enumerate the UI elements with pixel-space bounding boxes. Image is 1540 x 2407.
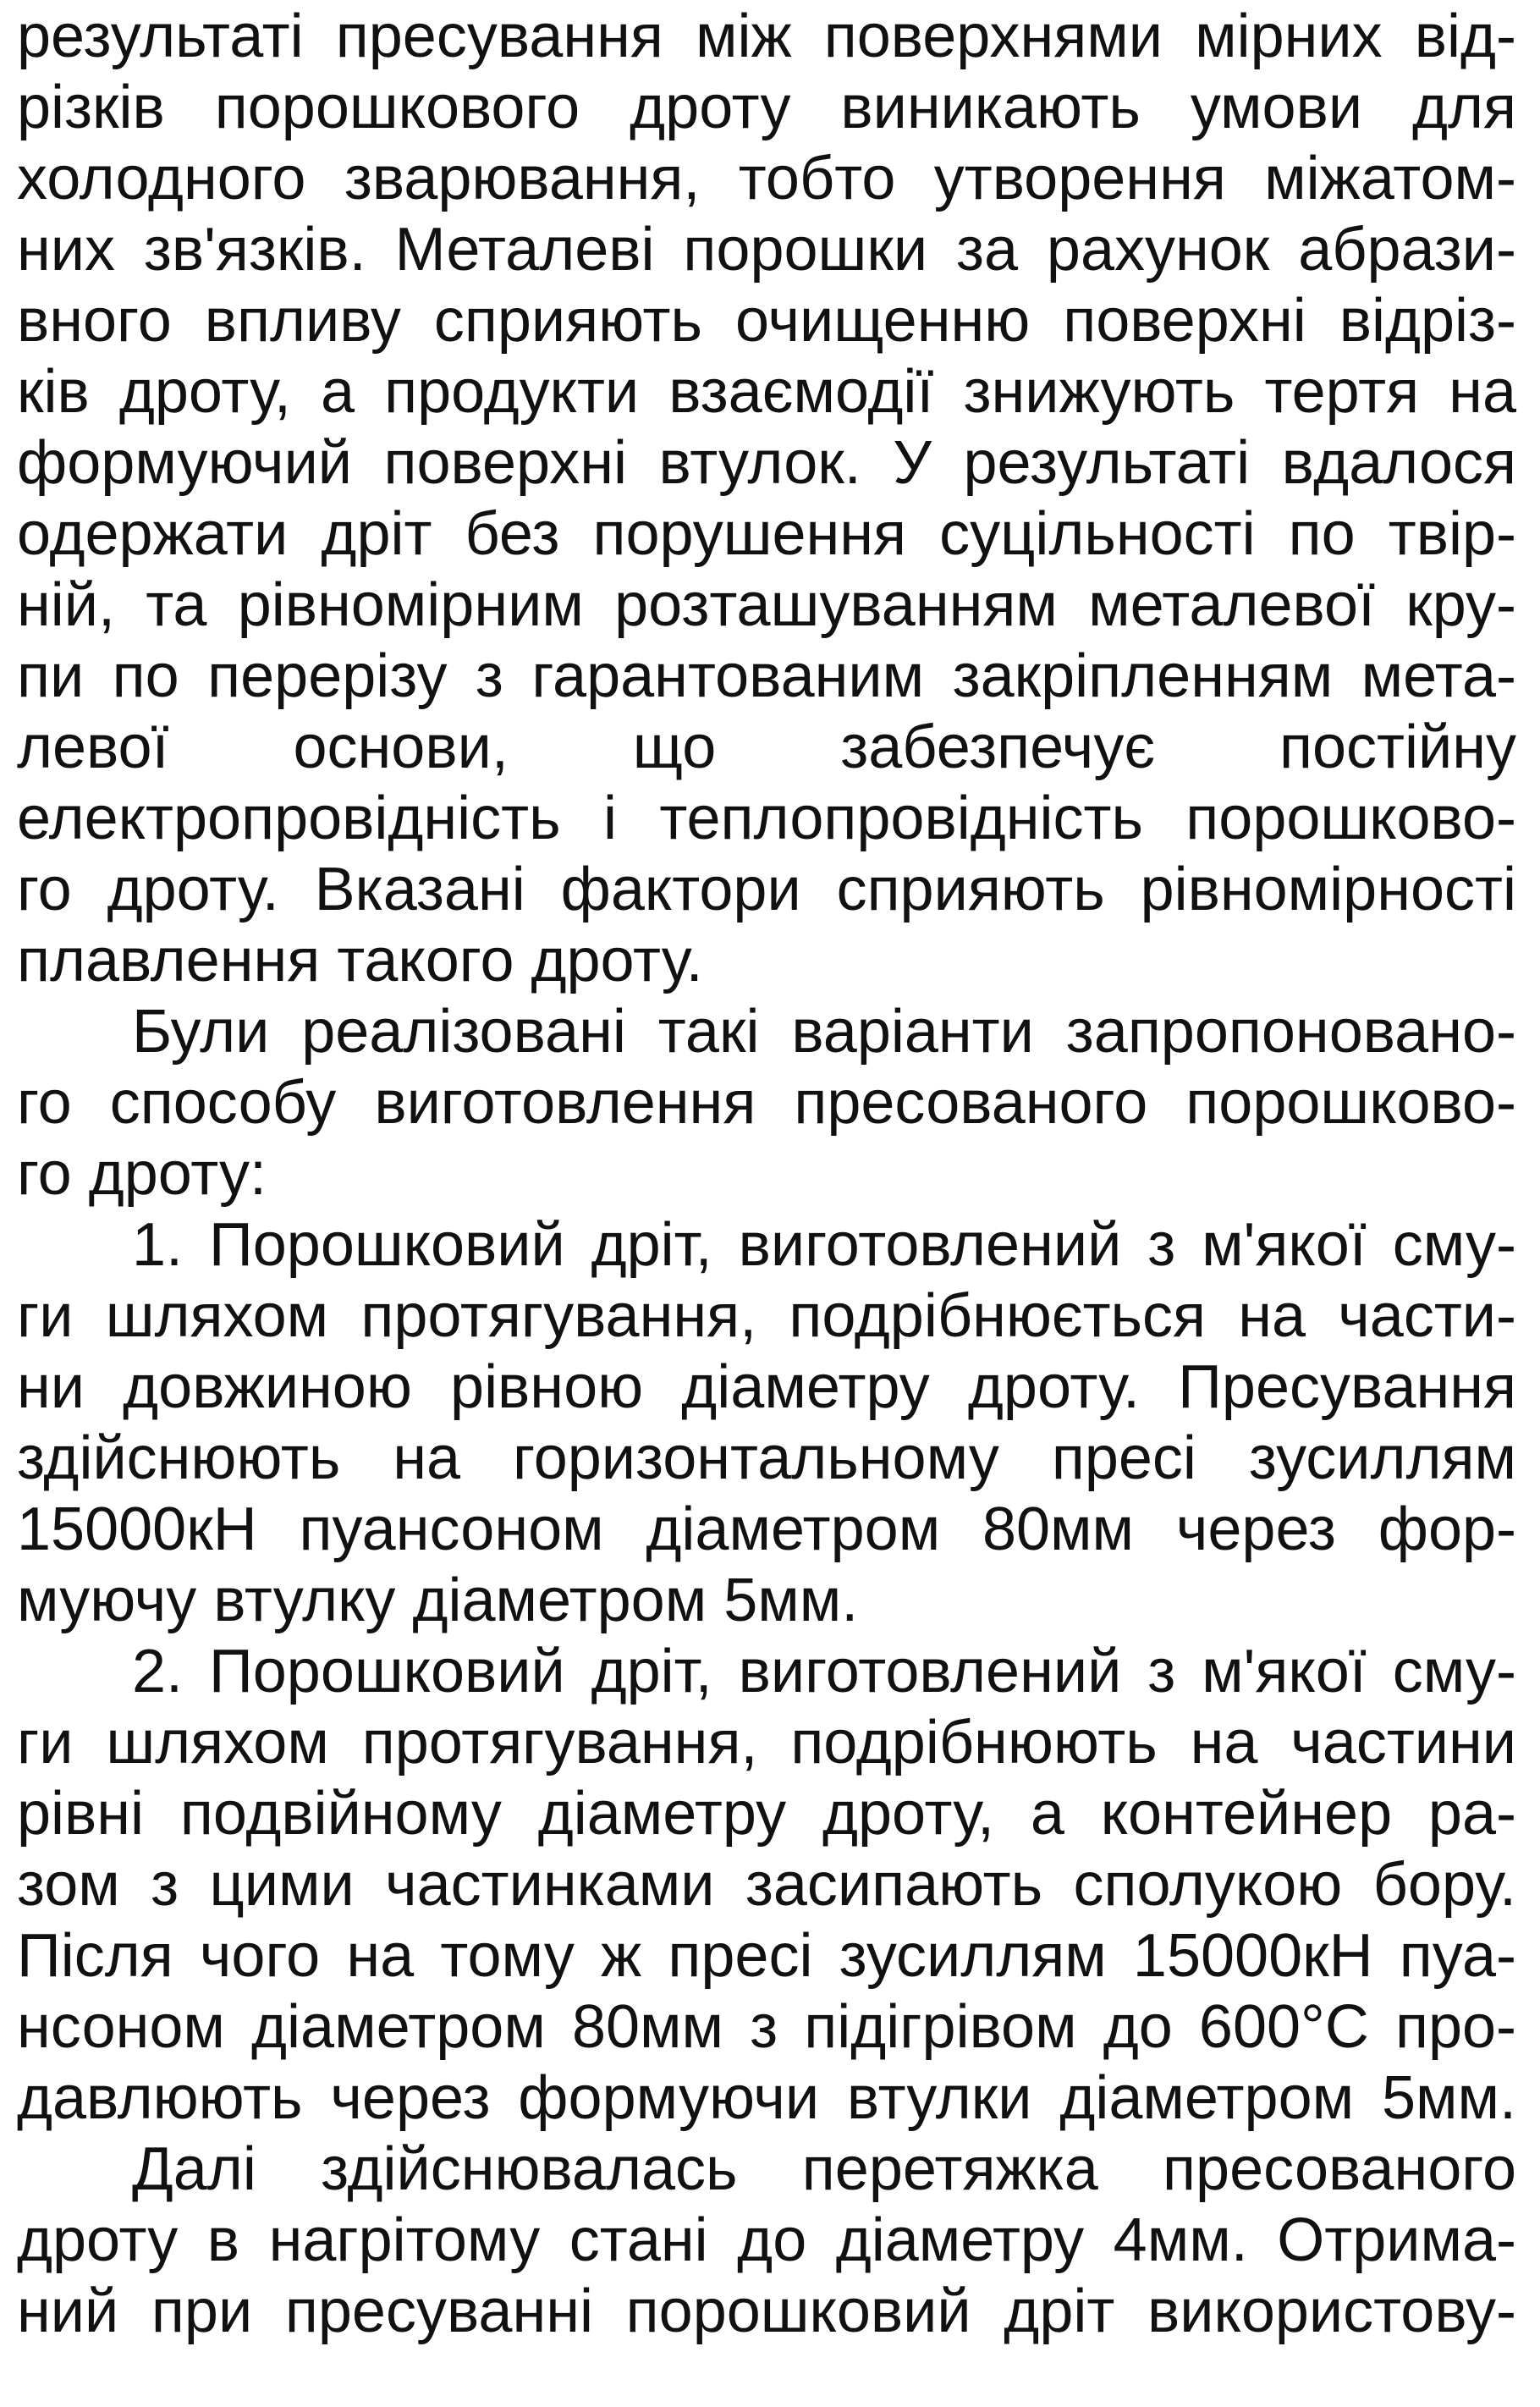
text-line-26: рівні подвійному діаметру дроту, а контейнер ра- [17, 1780, 1516, 1848]
text-line-31: Далі здійснювалась перетяжка пресованого [132, 2135, 1516, 2203]
text-line-27: зом з цими частинками засипають сполукою бору. [17, 1851, 1516, 1919]
text-line-11: левої основи, що забезпечує постійну [17, 713, 1516, 781]
text-line-5: вного впливу сприяють очищенню поверхні відріз- [17, 287, 1516, 355]
text-line-6: ків дроту, а продукти взаємодії знижують тертя на [17, 358, 1516, 426]
text-line-33: ний при пресуванні порошковий дріт використову- [17, 2278, 1516, 2345]
text-line-18: 1. Порошковий дріт, виготовлений з м'якої сму- [132, 1211, 1516, 1279]
text-line-30: давлюють через формуючи втулки діаметром 5мм. [17, 2064, 1516, 2132]
text-line-25: ги шляхом протягування, подрібнюють на частини [17, 1709, 1516, 1776]
text-line-32: дроту в нагрітому стані до діаметру 4мм. Отрима- [17, 2206, 1516, 2274]
text-line-21: здійснюють на горизонтальному пресі зусиллям [17, 1424, 1516, 1492]
text-line-12: електропровідність і теплопровідність порошково- [17, 785, 1516, 852]
text-line-14: плавлення такого дроту. [17, 927, 703, 994]
text-line-8: одержати дріт без порушення суцільності по твір- [17, 500, 1516, 568]
text-line-29: нсоном діаметром 80мм з підігрівом до 600°С про- [17, 1993, 1516, 2061]
text-line-2: різків порошкового дроту виникають умови для [17, 74, 1516, 141]
text-line-3: холодного зварювання, тобто утворення міжатом- [17, 145, 1516, 212]
text-line-24: 2. Порошковий дріт, виготовлений з м'якої сму- [132, 1638, 1516, 1705]
text-line-4: них зв'язків. Металеві порошки за рахунок абрази- [17, 216, 1516, 284]
text-line-10: пи по перерізу з гарантованим закріпленням мета- [17, 642, 1516, 710]
text-line-28: Після чого на тому ж пресі зусиллям 15000кН пуа- [17, 1922, 1516, 1990]
text-line-20: ни довжиною рівною діаметру дроту. Пресування [17, 1353, 1516, 1421]
text-line-22: 15000кН пуансоном діаметром 80мм через фор- [17, 1495, 1516, 1563]
text-line-16: го способу виготовлення пресованого порошково- [17, 1069, 1516, 1137]
text-line-7: формуючий поверхні втулок. У результаті вдалося [17, 429, 1516, 497]
text-line-19: ги шляхом протягування, подрібнюється на части- [17, 1282, 1516, 1350]
text-line-13: го дроту. Вказані фактори сприяють рівномірності [17, 856, 1516, 923]
text-line-17: го дроту: [17, 1140, 267, 1208]
text-line-1: результаті пресування між поверхнями мірних від- [17, 3, 1516, 70]
text-line-15: Були реалізовані такі варіанти запропоновано- [132, 998, 1516, 1066]
text-line-9: ній, та рівномірним розташуванням металевої кру- [17, 571, 1516, 639]
text-line-23: муючу втулку діаметром 5мм. [17, 1567, 859, 1634]
